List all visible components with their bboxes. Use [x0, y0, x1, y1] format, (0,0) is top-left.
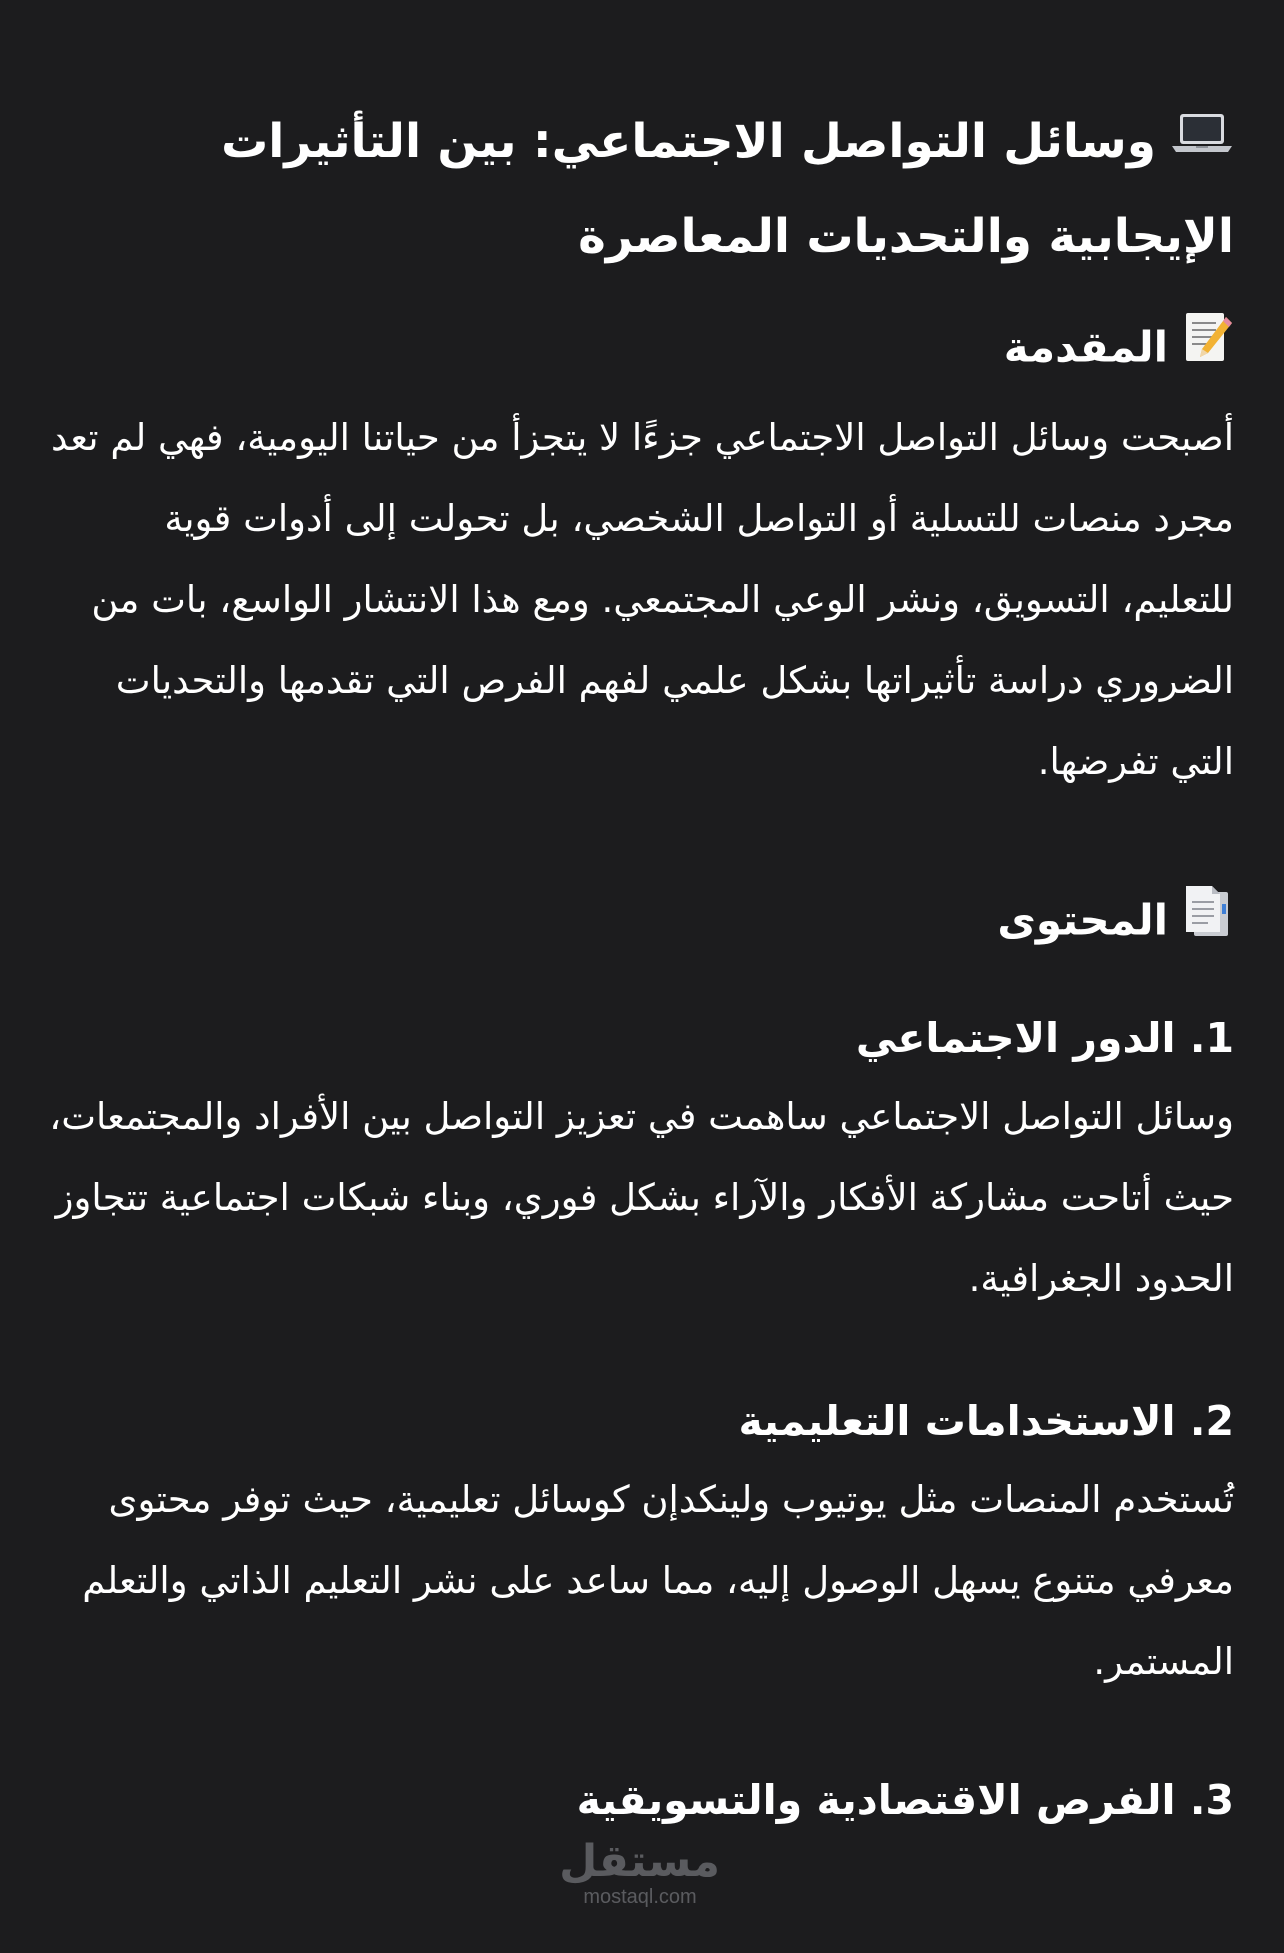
section-1-heading	[44, 1008, 1234, 1068]
section-3-number: 3.	[1189, 1775, 1234, 1824]
section-2-paragraph: تُستخدم المنصات مثل يوتيوب ولينكدإن كوسائل تعليمية، حيث توفر محتوى معرفي متنوع يسهل الوصول إليه، مما ساعد على نشر التعليم الذاتي والتعلم المستمر.	[82, 1477, 1234, 1683]
section-1-paragraph: وسائل التواصل الاجتماعي ساهمت في تعزيز التواصل بين الأفراد والمجتمعات، حيث أتاحت مشاركة الأفكار والآراء بشكل فوري، وبناء شبكات اجتماعية تتجاوز الحدود الجغرافية.	[49, 1094, 1234, 1300]
laptop-icon	[1170, 99, 1234, 191]
section-3-heading-text: الفرص الاقتصادية والتسويقية	[576, 1775, 1176, 1824]
intro-heading-text: المقدمة	[1003, 322, 1168, 371]
intro-section	[44, 313, 1234, 802]
content-heading-text: المحتوى	[997, 895, 1168, 944]
intro-paragraph: أصبحت وسائل التواصل الاجتماعي جزءًا لا يتجزأ من حياتنا اليومية، فهي لم تعد مجرد منصات للتسلية أو التواصل الشخصي، بل تحولت إلى أدوات قوية للتعليم، التسويق، ونشر الوعي المجتمعي. ومع هذا الانتشار الواسع، بات من الضروري دراسة تأثيراتها بشكل علمي لفهم الفرص التي تقدمها والتحديات التي تفرضها.	[50, 415, 1234, 783]
section-3-heading	[44, 1770, 1234, 1830]
document-icon	[1182, 886, 1234, 960]
memo-pencil-icon	[1182, 313, 1234, 387]
section-2-heading	[44, 1391, 1234, 1451]
watermark-url: mostaql.com	[583, 1886, 697, 1908]
section-2-number: 2.	[1189, 1396, 1234, 1445]
content-heading	[44, 886, 1234, 960]
section-2-heading-text: الاستخدامات التعليمية	[738, 1396, 1176, 1445]
article-title-text: وسائل التواصل الاجتماعي: بين التأثيرات الإيجابية والتحديات المعاصرة	[221, 114, 1234, 264]
mostaql-watermark	[560, 1838, 720, 1908]
section-1-heading-text: الدور الاجتماعي	[855, 1013, 1176, 1062]
content-section	[44, 886, 1234, 1830]
intro-heading	[44, 313, 1234, 387]
watermark-logo: مستقل	[559, 1836, 720, 1887]
article	[44, 0, 1234, 1830]
section-1-number: 1.	[1189, 1013, 1234, 1062]
article-title	[44, 96, 1234, 283]
